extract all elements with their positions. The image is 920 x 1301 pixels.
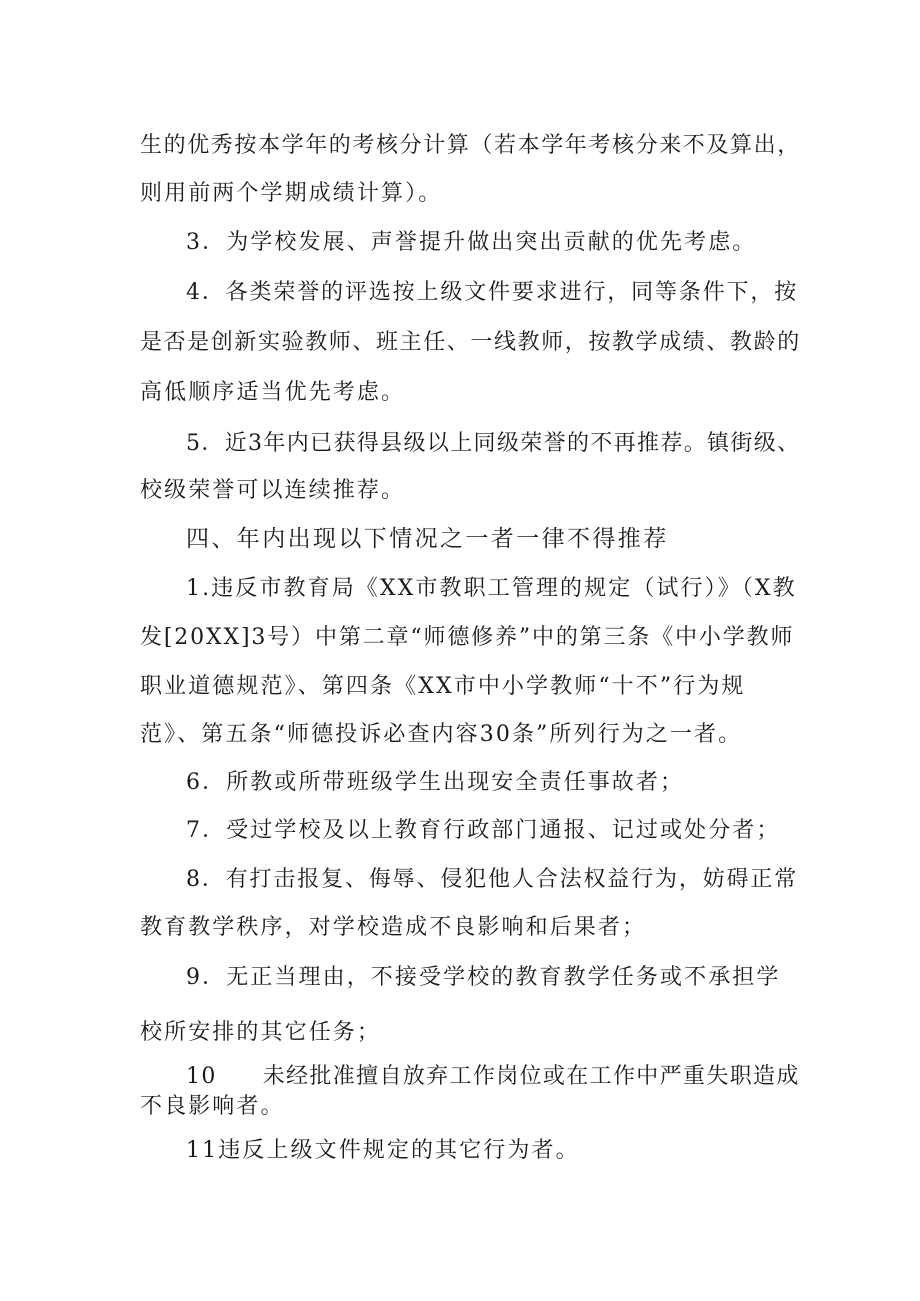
paragraph-line: 3．为学校发展、声誉提升做出突出贡献的优先考虑。 <box>186 230 757 255</box>
paragraph-line: 范》、第五条“师德投诉必查内容30条”所列行为之一者。 <box>140 722 743 747</box>
paragraph-line: 职业道德规范》、第四条《XX市中小学教师“十不”行为规 <box>140 674 746 699</box>
paragraph-line: 生的优秀按本学年的考核分计算（若本学年考核分来不及算出， <box>140 133 801 158</box>
paragraph-line: 1.违反市教育局《XX市教职工管理的规定（试行）》（X教 <box>186 576 797 601</box>
paragraph-line: 不良影响者。 <box>140 1094 285 1119</box>
paragraph-line: 11违反上级文件规定的其它行为者。 <box>186 1138 580 1163</box>
paragraph-line: 6．所教或所带班级学生出现安全责任事故者； <box>186 770 685 795</box>
paragraph-line: 5．近3年内已获得县级以上同级荣誉的不再推荐。镇街级、 <box>186 431 801 456</box>
paragraph-line: 发[20XX]3号）中第二章“师德修养”中的第三条《中小学教师 <box>140 625 795 650</box>
paragraph-line: 8．有打击报复、侮辱、侵犯他人合法权益行为，妨碍正常 <box>186 867 799 892</box>
paragraph-line: 校级荣誉可以连续推荐。 <box>140 478 406 503</box>
item-text: 未经批准擅自放弃工作岗位或在工作中严重失职造成 <box>262 1064 800 1089</box>
paragraph-line: 是否是创新实验教师、班主任、一线教师，按教学成绩、教龄的 <box>140 330 801 355</box>
paragraph-line: 高低顺序适当优先考虑。 <box>140 380 406 405</box>
paragraph-line: 9．无正当理由，不接受学校的教育教学任务或不承担学 <box>186 965 781 990</box>
paragraph-line: 4．各类荣誉的评选按上级文件要求进行，同等条件下，按 <box>186 280 799 305</box>
section-heading: 四、年内出现以下情况之一者一律不得推荐 <box>186 526 669 552</box>
paragraph-line: 教育教学秩序，对学校造成不良影响和后果者； <box>140 915 647 940</box>
item-number: 10 <box>186 1064 217 1089</box>
paragraph-line: 则用前两个学期成绩计算）。 <box>140 181 443 206</box>
paragraph-line: 7．受过学校及以上教育行政部门通报、记过或处分者； <box>186 818 781 843</box>
paragraph-line: 校所安排的其它任务； <box>140 1020 382 1045</box>
paragraph-line <box>186 1064 800 1090</box>
